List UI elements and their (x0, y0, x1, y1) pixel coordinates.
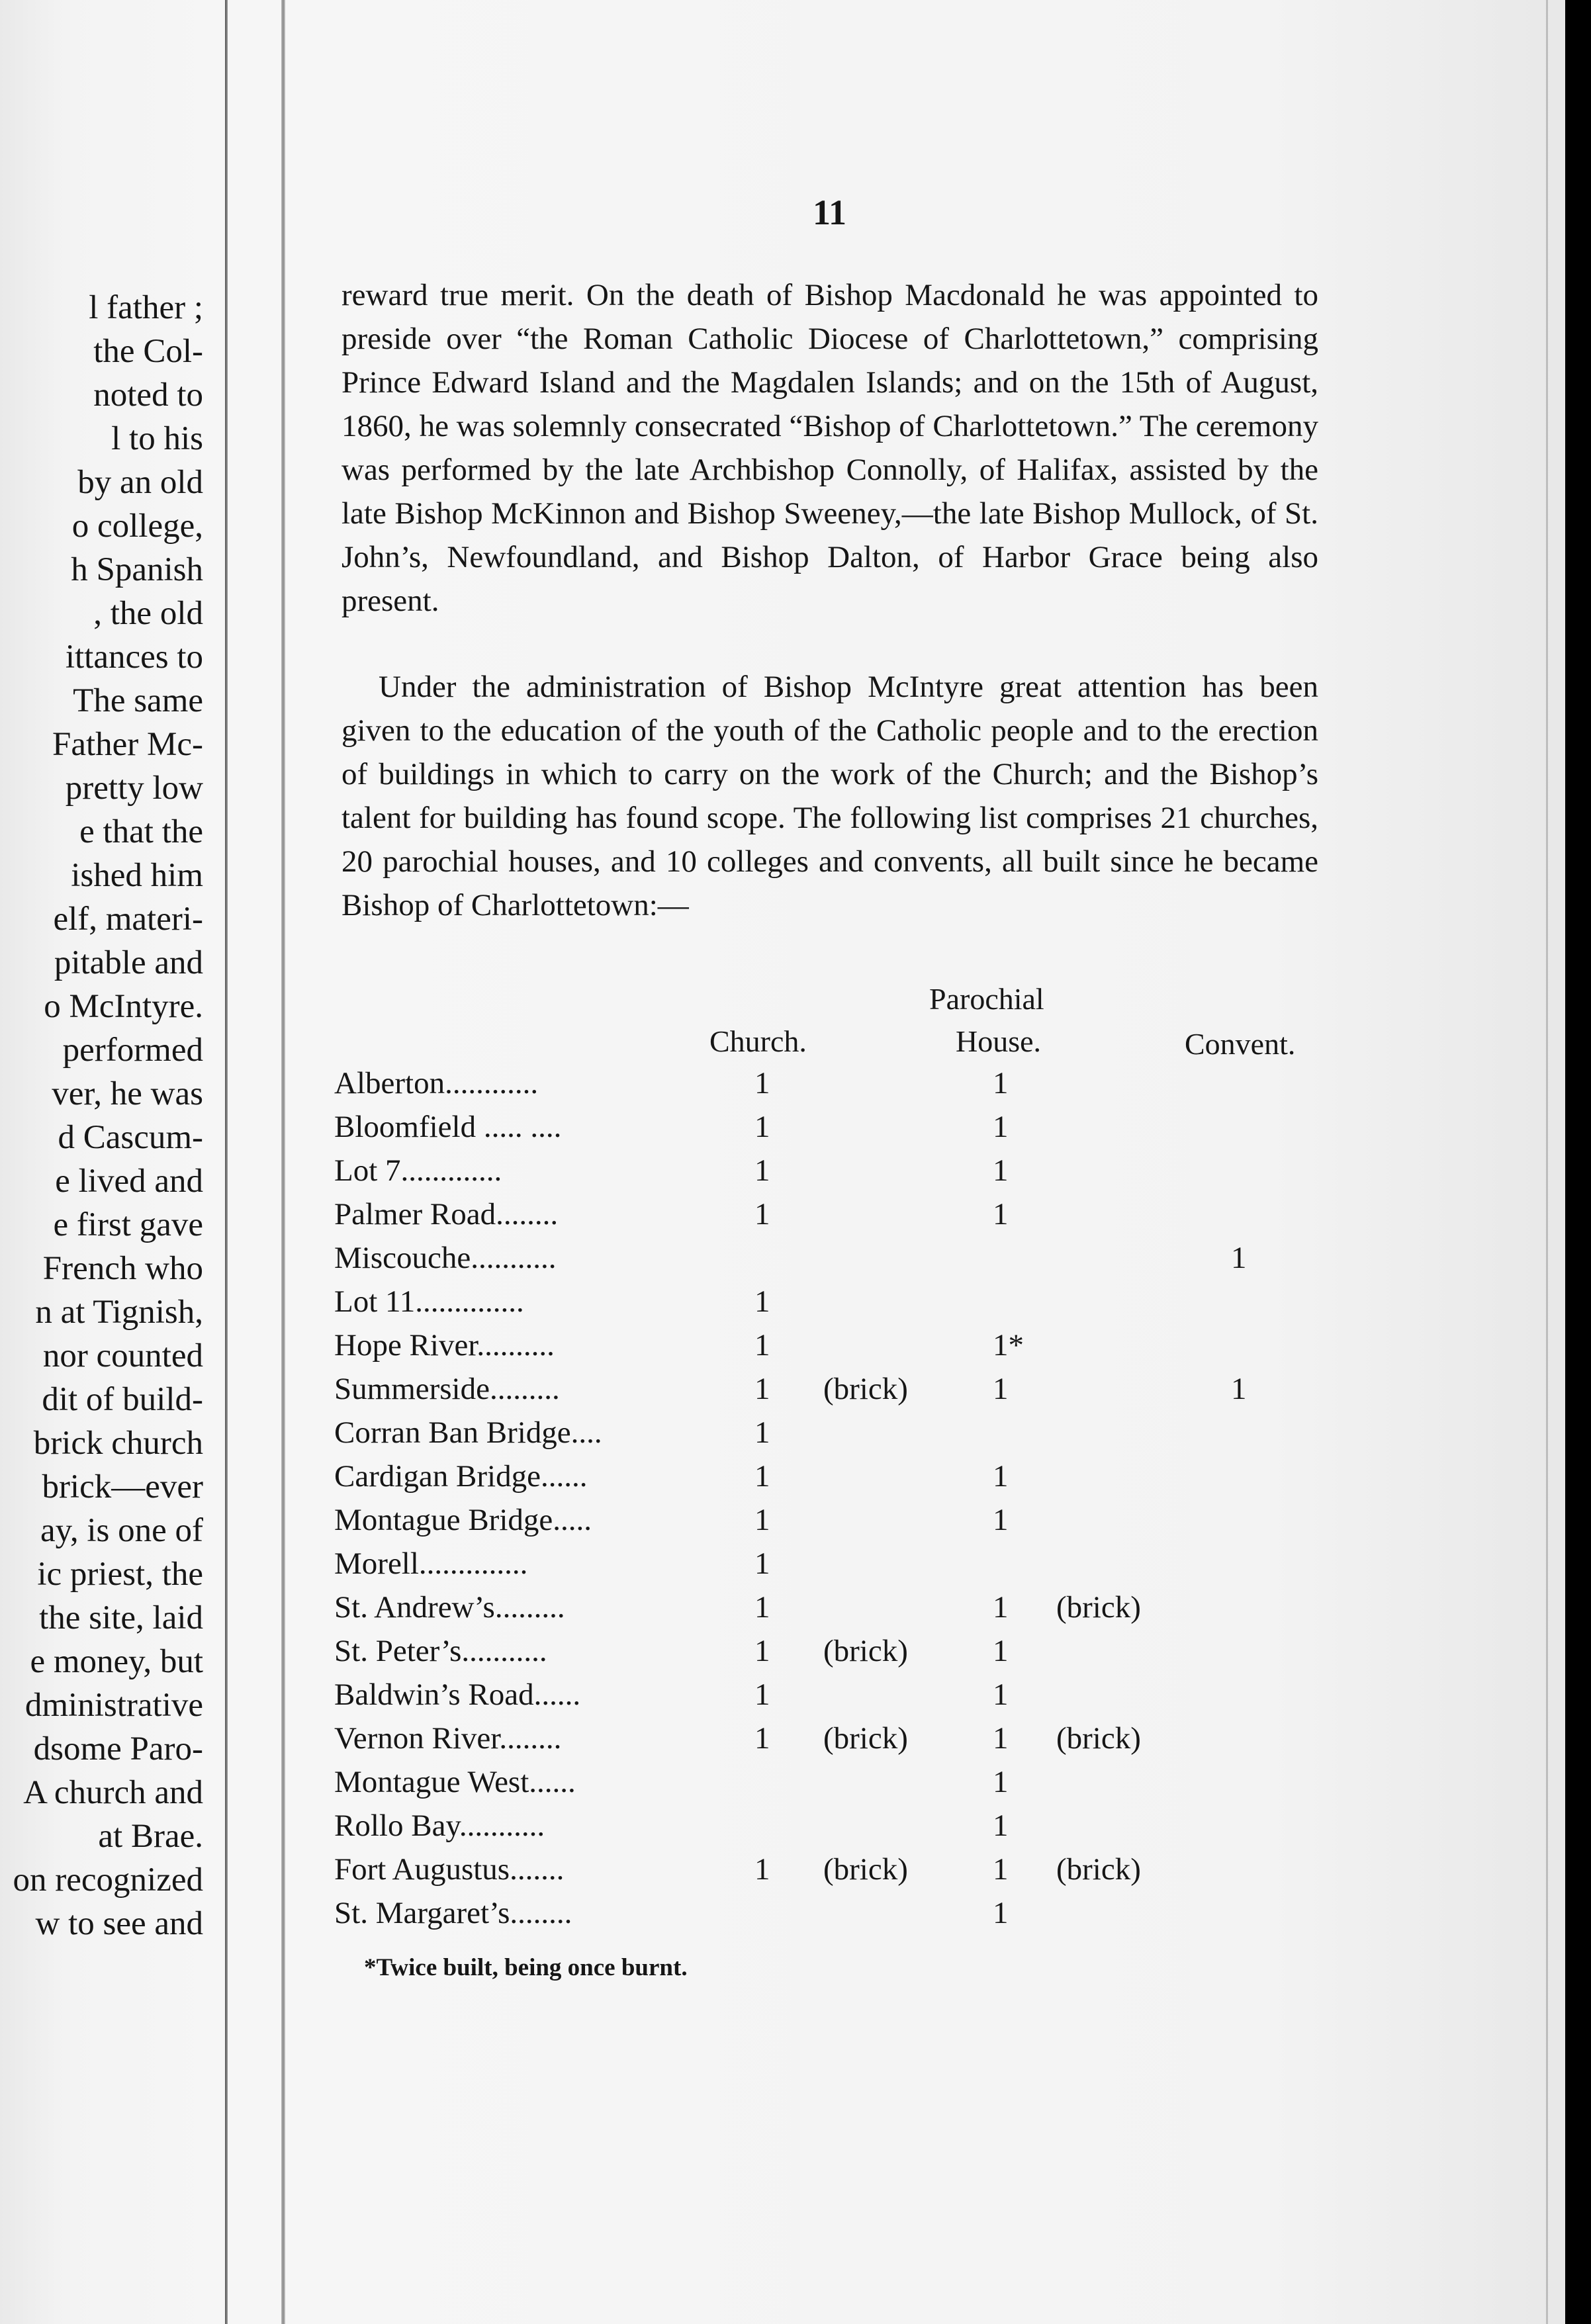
previous-page-line: ittances to (65, 639, 203, 676)
table-row (0, 1196, 1591, 1240)
church-mark: 1 (754, 1721, 770, 1756)
previous-page-line: noted to (93, 377, 203, 414)
table-row (0, 1764, 1591, 1808)
place-name: Montague West...... (334, 1765, 576, 1799)
previous-page-line: w to see and (35, 1905, 203, 1942)
previous-page-line: e money, but (30, 1643, 203, 1680)
table-row (0, 1633, 1591, 1677)
table-row (0, 1153, 1591, 1196)
church-mark: 1 (754, 1372, 770, 1406)
house-mark: 1 (993, 1809, 1009, 1843)
church-mark: 1 (754, 1677, 770, 1712)
table-row (0, 1371, 1591, 1415)
previous-page-line: brick—ever (42, 1468, 203, 1505)
table-row (0, 1240, 1591, 1284)
house-mark: 1 (993, 1153, 1009, 1188)
previous-page-line: dministrative (24, 1687, 203, 1724)
place-name: St. Peter’s........... (334, 1634, 547, 1668)
previous-page-line: l to his (111, 420, 203, 457)
table-row (0, 1458, 1591, 1502)
previous-page-line: ic priest, the (37, 1556, 203, 1593)
place-name: Palmer Road........ (334, 1197, 559, 1231)
church-mark: 1 (754, 1284, 770, 1319)
table-row (0, 1589, 1591, 1633)
place-name: Bloomfield ..... .... (334, 1110, 562, 1144)
previous-page-line: pretty low (65, 770, 203, 807)
church-mark: 1 (754, 1546, 770, 1581)
table-row (0, 1808, 1591, 1852)
house-mark: 1 (993, 1110, 1009, 1144)
church-mark: 1 (754, 1415, 770, 1450)
previous-page-line: d Cascum- (58, 1119, 203, 1156)
place-name: Montague Bridge..... (334, 1503, 592, 1537)
page-number: 11 (813, 193, 847, 232)
place-name: Alberton............ (334, 1066, 539, 1100)
place-name: Lot 7............. (334, 1153, 502, 1188)
church-note: (brick) (823, 1852, 908, 1887)
place-name: Summerside......... (334, 1372, 560, 1406)
previous-page-line: h Spanish (71, 551, 203, 588)
previous-page-line: dit of build- (42, 1381, 203, 1418)
house-note: (brick) (1056, 1590, 1141, 1625)
previous-page-line: nor counted (42, 1337, 203, 1374)
previous-page-line: o McIntyre. (44, 988, 203, 1025)
church-note: (brick) (823, 1372, 908, 1406)
previous-page-line: the Col- (93, 333, 203, 370)
place-name: Fort Augustus....... (334, 1852, 565, 1887)
previous-page-line: French who (42, 1250, 203, 1287)
house-mark: 1 (993, 1677, 1009, 1712)
previous-page-line: e lived and (55, 1163, 203, 1200)
house-mark: 1 (993, 1503, 1009, 1537)
previous-page-line: pitable and (54, 944, 203, 981)
house-mark: 1 (993, 1197, 1009, 1231)
previous-page-line: by an old (77, 464, 203, 501)
place-name: Vernon River........ (334, 1721, 562, 1756)
table-row (0, 1284, 1591, 1327)
previous-page-line: Father Mc- (52, 726, 203, 763)
church-mark: 1 (754, 1852, 770, 1887)
previous-page-line: dsome Paro- (33, 1730, 203, 1767)
previous-page-line: l father ; (89, 289, 203, 326)
convent-mark: 1 (1231, 1372, 1247, 1406)
church-mark: 1 (754, 1503, 770, 1537)
church-mark: 1 (754, 1328, 770, 1363)
church-mark: 1 (754, 1634, 770, 1668)
previous-page-line: ver, he was (52, 1075, 203, 1112)
table-row (0, 1677, 1591, 1721)
previous-page-line: elf, materi- (53, 901, 203, 938)
paragraph-administration: Under the administration of Bishop McIntyre great attention has been given to the education of the youth of the Catholic people and to the erection of buildings in which to carry on the work of the Church; and the Bishop’s talent for building has found scope. The following list comprises 21 churches, 20 parochial houses, and 10 colleges and convents, all built since he became Bishop of Charlottetown:— (341, 670, 1318, 922)
previous-page-line: at Brae. (98, 1818, 203, 1855)
church-mark: 1 (754, 1110, 770, 1144)
header-house-line2: House. (956, 1024, 1042, 1058)
house-mark: 1 (993, 1896, 1009, 1930)
previous-page-line: The same (73, 682, 203, 719)
house-mark: 1 (993, 1721, 1009, 1756)
house-note: (brick) (1056, 1721, 1141, 1756)
house-mark: 1 (993, 1066, 1009, 1100)
convent-mark: 1 (1231, 1241, 1247, 1275)
house-mark: 1 (993, 1765, 1009, 1799)
previous-page-line: e that the (79, 813, 203, 850)
previous-page-line: , the old (93, 595, 203, 632)
house-mark: 1* (993, 1328, 1024, 1363)
place-name: Morell.............. (334, 1546, 528, 1581)
table-row (0, 1546, 1591, 1589)
table-row (0, 1852, 1591, 1895)
previous-page-line: o college, (71, 508, 203, 545)
table-row (0, 1721, 1591, 1764)
place-name: Baldwin’s Road...... (334, 1677, 581, 1712)
place-name: Hope River.......... (334, 1328, 555, 1363)
house-note: (brick) (1056, 1852, 1141, 1887)
house-mark: 1 (993, 1459, 1009, 1494)
table-row (0, 1065, 1591, 1109)
church-mark: 1 (754, 1197, 770, 1231)
previous-page-line: performed (62, 1032, 203, 1069)
table-row (0, 1327, 1591, 1371)
church-note: (brick) (823, 1634, 908, 1668)
house-mark: 1 (993, 1852, 1009, 1887)
house-mark: 1 (993, 1634, 1009, 1668)
header-church: Church. (709, 1024, 807, 1058)
church-note: (brick) (823, 1721, 908, 1756)
previous-page-line: on recognized (13, 1861, 203, 1899)
previous-page-line: ished him (71, 857, 203, 894)
place-name: St. Andrew’s......... (334, 1590, 565, 1625)
place-name: Cardigan Bridge...... (334, 1459, 588, 1494)
church-mark: 1 (754, 1459, 770, 1494)
paragraph-consecration: reward true merit. On the death of Bishop Macdonald he was appointed to preside over “the Roman Catholic Diocese of Charlottetown,” comprising Prince Edward Island and the Magdalen Islands; and on the 15th of August, 1860, he was solemnly consecrated “Bishop of Charlottetown.” The ceremony was performed by the late Archbishop Connolly, of Halifax, assisted by the late Bishop McKinnon and Bishop Sweeney,—the late Bishop Mullock, of St. John’s, Newfoundland, and Bishop Dalton, of Harbor Grace being also present. (341, 278, 1318, 618)
church-mark: 1 (754, 1590, 770, 1625)
place-name: Corran Ban Bridge.... (334, 1415, 602, 1450)
header-house-line1: Parochial (929, 982, 1044, 1016)
table-row (0, 1415, 1591, 1458)
table-row (0, 1895, 1591, 1939)
previous-page-line: n at Tignish, (35, 1294, 203, 1331)
previous-page-line: e first gave (53, 1206, 203, 1243)
house-mark: 1 (993, 1590, 1009, 1625)
church-mark: 1 (754, 1066, 770, 1100)
previous-page-line: A church and (23, 1774, 203, 1811)
house-mark: 1 (993, 1372, 1009, 1406)
place-name: Lot 11.............. (334, 1284, 524, 1319)
footnote: *Twice built, being once burnt. (364, 1954, 688, 1981)
place-name: Rollo Bay........... (334, 1809, 545, 1843)
header-convent: Convent. (1185, 1027, 1296, 1061)
table-row (0, 1109, 1591, 1153)
previous-page-line: ay, is one of (40, 1512, 203, 1549)
previous-page-line: the site, laid (39, 1599, 203, 1636)
table-row (0, 1502, 1591, 1546)
church-mark: 1 (754, 1153, 770, 1188)
previous-page-line: brick church (33, 1425, 203, 1462)
place-name: St. Margaret’s........ (334, 1896, 572, 1930)
place-name: Miscouche........... (334, 1241, 557, 1275)
